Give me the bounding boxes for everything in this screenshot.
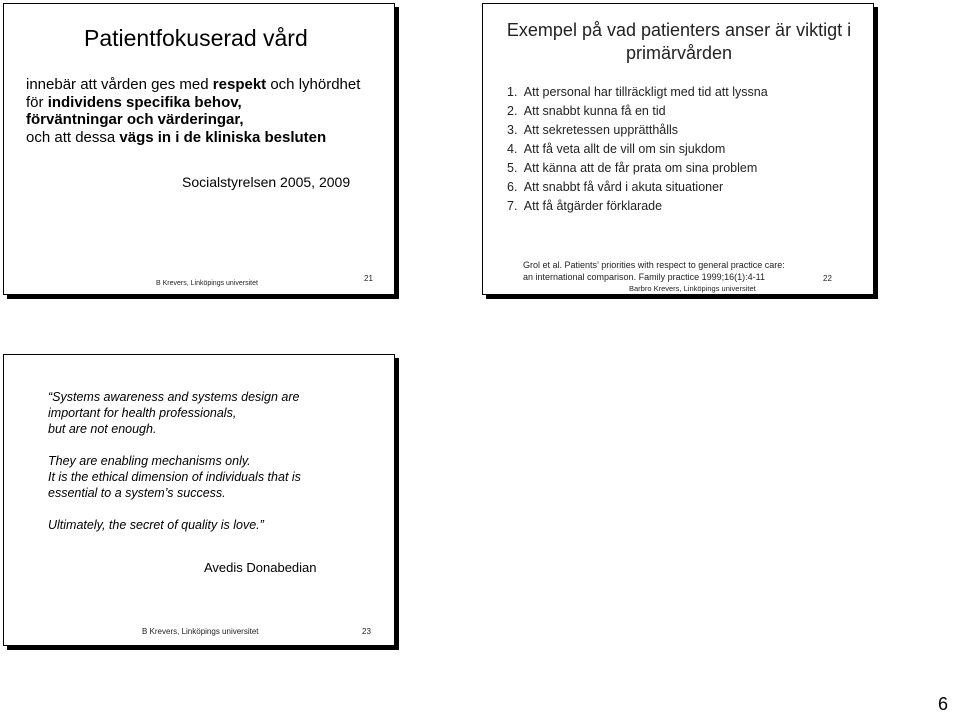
quote-line: Ultimately, the secret of quality is love.” bbox=[48, 518, 264, 532]
priority-list bbox=[507, 83, 768, 216]
source-citation: Socialstyrelsen 2005, 2009 bbox=[182, 174, 351, 190]
list-item bbox=[507, 140, 768, 159]
list-item-number: 5. bbox=[507, 161, 518, 175]
slide-title: Patientfokuserad vård bbox=[84, 25, 308, 51]
list-item-text: Att personal har tillräckligt med tid att lyssna bbox=[523, 85, 768, 99]
quote-author: Avedis Donabedian bbox=[204, 560, 317, 575]
list-item-text: Att känna att de får prata om sina problem bbox=[523, 161, 758, 175]
quote-line: essential to a system’s success. bbox=[48, 486, 226, 500]
list-item bbox=[507, 102, 768, 121]
reference-line-2: an international comparison. Family practice 1999;16(1):4-11 bbox=[523, 272, 765, 282]
quote-line: It is the ethical dimension of individuals that is bbox=[48, 470, 301, 484]
list-item-number: 3. bbox=[507, 123, 518, 137]
definition-line-3: förväntningar och värderingar, bbox=[26, 111, 244, 128]
page-number: 6 bbox=[938, 694, 949, 714]
list-item bbox=[507, 121, 768, 140]
slide-title: Exempel på vad patienters anser är viktigt i primärvården bbox=[506, 20, 852, 63]
slide-number: 21 bbox=[364, 274, 373, 283]
list-item-number: 2. bbox=[507, 104, 518, 118]
definition-text bbox=[26, 76, 360, 146]
list-item-text: Att snabbt få vård i akuta situationer bbox=[523, 180, 724, 194]
definition-line-1: innebär att vården ges med respekt och lyhördhet bbox=[26, 76, 361, 93]
list-item bbox=[507, 197, 768, 216]
quote-line: They are enabling mechanisms only. bbox=[48, 454, 251, 468]
paragraph-gap bbox=[48, 437, 301, 453]
definition-line-2: för individens specifika behov, bbox=[26, 93, 242, 111]
quote-line: important for health professionals, bbox=[48, 406, 237, 420]
list-item-number: 4. bbox=[507, 142, 518, 156]
list-item bbox=[507, 178, 768, 197]
quote-line: but are not enough. bbox=[48, 422, 157, 436]
reference-line-1: Grol et al. Patients’ priorities with respect to general practice care: bbox=[523, 260, 785, 270]
quote-line: “Systems awareness and systems design are bbox=[48, 390, 300, 404]
slide-number: 23 bbox=[362, 627, 371, 636]
definition-line-4: och att dessa vägs in i de kliniska besluten bbox=[26, 128, 327, 146]
slide-23 bbox=[3, 354, 395, 646]
paragraph-gap bbox=[48, 501, 301, 517]
list-item bbox=[507, 83, 768, 102]
list-item-number: 6. bbox=[507, 180, 518, 194]
slide-22 bbox=[482, 3, 874, 295]
list-item-text: Att få veta allt de vill om sin sjukdom bbox=[523, 142, 726, 156]
quote bbox=[48, 389, 301, 533]
reference bbox=[523, 259, 785, 295]
list-item-text: Att få åtgärder förklarade bbox=[523, 199, 663, 213]
list-item-number: 7. bbox=[507, 199, 518, 213]
list-item-text: Att sekretessen upprätthålls bbox=[523, 123, 679, 137]
slide-21 bbox=[3, 3, 395, 295]
list-item bbox=[507, 159, 768, 178]
list-item-text: Att snabbt kunna få en tid bbox=[523, 104, 666, 118]
slide-footer: B Krevers, Linköpings universitet bbox=[142, 627, 259, 636]
list-item-number: 1. bbox=[507, 85, 518, 99]
slide-number: 22 bbox=[823, 274, 832, 283]
slide-footer: B Krevers, Linköpings universitet bbox=[156, 280, 258, 287]
slide-footer: Barbro Krevers, Linköpings universitet bbox=[629, 284, 756, 293]
